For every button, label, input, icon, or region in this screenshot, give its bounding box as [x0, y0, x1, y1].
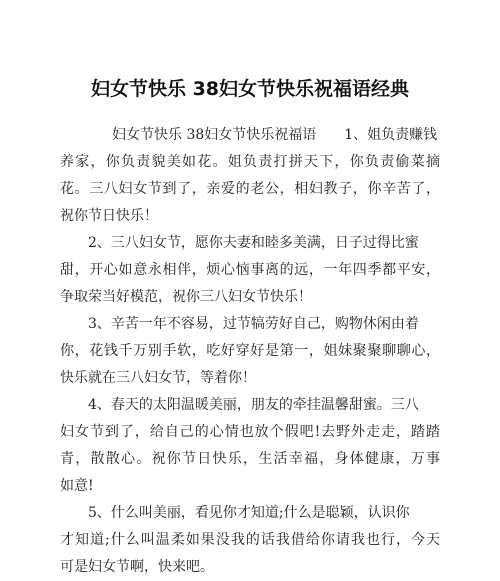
text-line: 如意! [60, 478, 94, 494]
paragraph [60, 311, 440, 392]
text-line: 妇女节到了，给自己的心情也放个假吧!去野外走走，踏踏 [60, 424, 440, 440]
text-line: 3、辛苦一年不容易，过节犒劳好自己，购物休闲由着 [88, 316, 419, 332]
document-title: 妇女节快乐 38妇女节快乐祝福语经典 [90, 78, 410, 100]
text-line: 花。三八妇女节到了，亲爱的老公，相妇教子，你辛苦了， [60, 181, 440, 197]
text-line: 才知道;什么叫温柔如果没我的话我借给你请我也行，今天 [60, 532, 440, 548]
text-line: 可是妇女节啊，快来吧。 [60, 559, 214, 575]
text-line: 甜，开心如意永相伴，烦心恼事离的远，一年四季都平安， [60, 262, 440, 278]
text-line: 祝你节日快乐！ [60, 208, 158, 224]
text-line: 你，花钱千万别手软，吃好穿好是第一，姐妹聚聚聊聊心， [60, 343, 440, 359]
text-line: 2、三八妇女节，愿你夫妻和睦多美满，日子过得比蜜 [88, 235, 419, 251]
paragraph [60, 230, 440, 311]
text-line: 争取荣当好模范，祝你三八妇女节快乐！ [60, 289, 312, 305]
paragraph [60, 500, 440, 581]
paragraph [60, 122, 440, 230]
text-line: 5、什么叫美丽，看见你才知道;什么是聪颖，认识你 [88, 505, 410, 521]
text-line: 青，散散心。祝你节日快乐，生活幸福，身体健康，万事 [60, 451, 440, 467]
text-line: 快乐就在三八妇女节，等着你！ [60, 370, 256, 386]
text-line: 养家，你负责貌美如花。姐负责打拼天下，你负责偷菜摘 [60, 154, 440, 170]
text-line: 4、春天的太阳温暖美丽，朋友的牵挂温馨甜蜜。三八 [88, 397, 419, 413]
document-body [60, 122, 440, 581]
text-line: 妇女节快乐 38妇女节快乐祝福语 1、姐负责赚钱 [112, 127, 438, 143]
paragraph [60, 392, 440, 500]
